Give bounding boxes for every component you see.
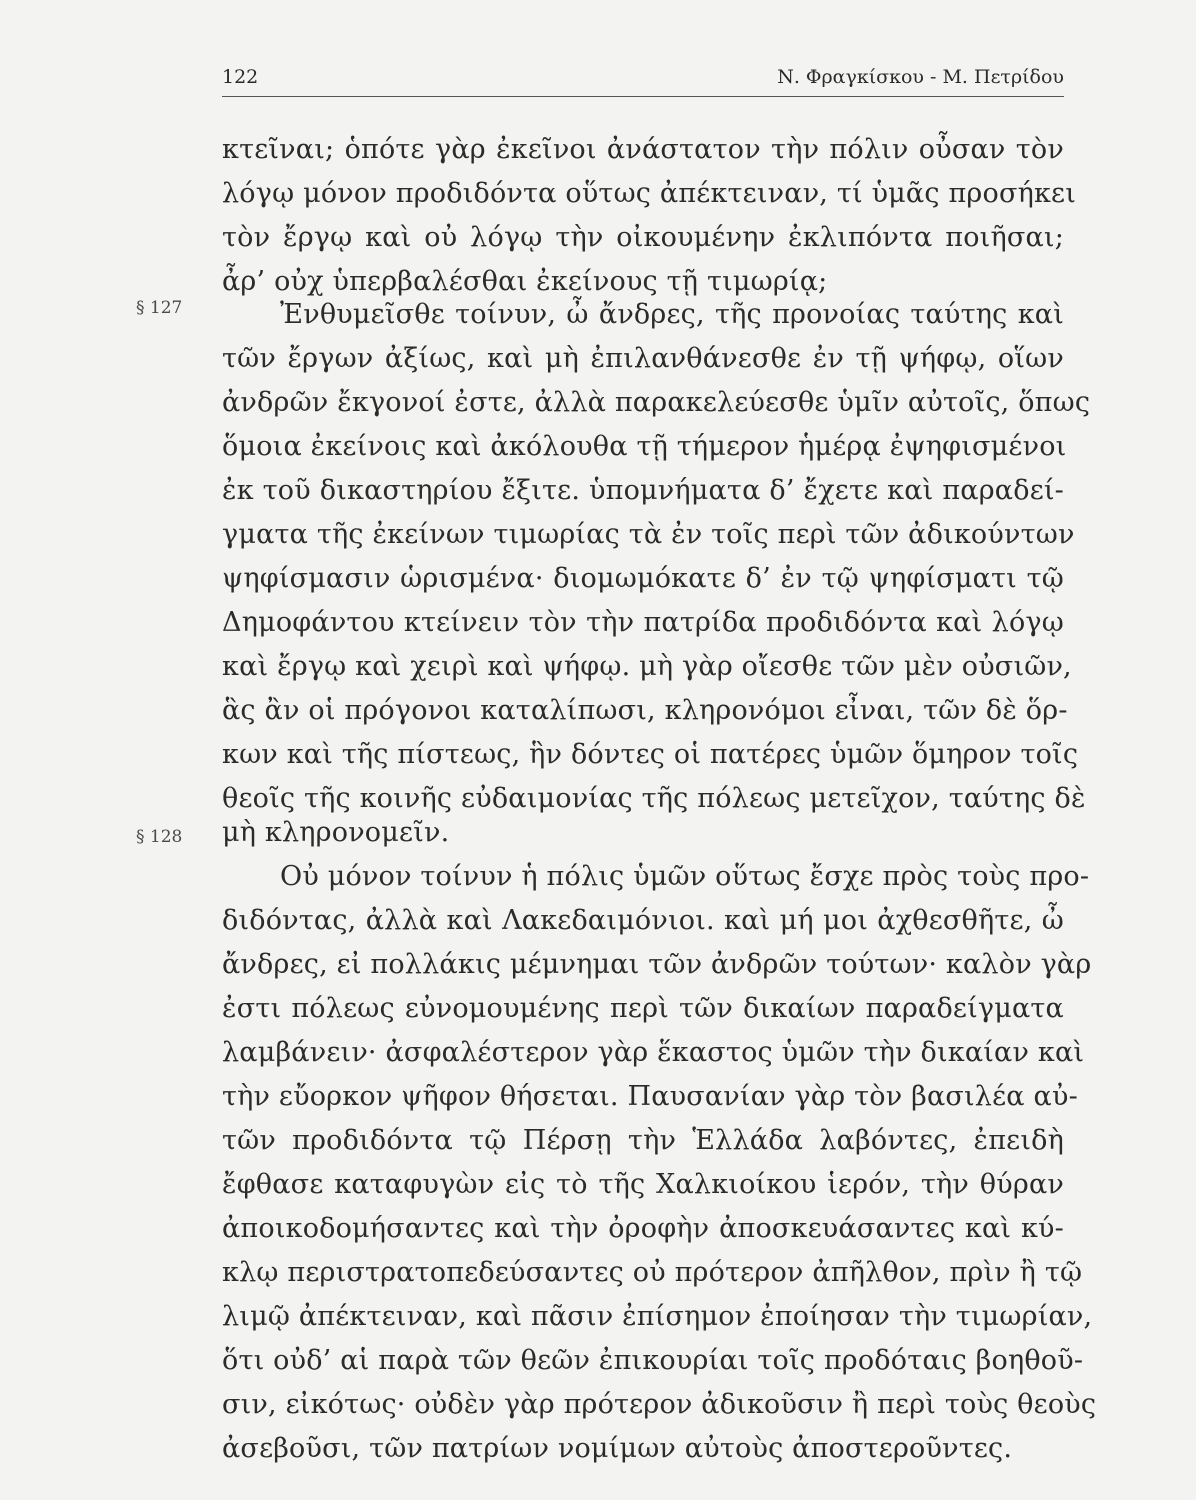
section-marker-128: § 128 bbox=[136, 827, 183, 847]
text-line: λαμβάνειν· ἀσφαλέστερον γὰρ ἕκαστος ὑμῶν τὴν δικαίαν καὶ bbox=[222, 1037, 1085, 1068]
text-line: ἆρ’ οὐχ ὑπερβαλέσθαι ἐκείνους τῇ τιμωρίᾳ; bbox=[222, 266, 828, 297]
text-line: ἀνδρῶν ἔκγονοί ἐστε, ἀλλὰ παρακελεύεσθε ὑμῖν αὐτοῖς, ὅπως bbox=[222, 387, 1091, 418]
page-header bbox=[222, 66, 1064, 97]
text-line: Δημοφάντου κτείνειν τὸν τὴν πατρίδα προδιδόντα καὶ λόγῳ bbox=[222, 607, 1064, 638]
text-line: τὸν ἔργῳ καὶ οὐ λόγῳ τὴν οἰκουμένην ἐκλιπόντα ποιῆσαι; bbox=[222, 222, 1064, 253]
text-line: καὶ ἔργῳ καὶ χειρὶ καὶ ψήφῳ. μὴ γὰρ οἴεσθε τῶν μὲν οὐσιῶν, bbox=[222, 651, 1072, 682]
text-line: θεοῖς τῆς κοινῆς εὐδαιμονίας τῆς πόλεως μετεῖχον, ταύτης δὲ bbox=[222, 783, 1086, 814]
page-number: 122 bbox=[222, 66, 259, 88]
text-line: τῶν προδιδόντα τῷ Πέρσῃ τὴν Ἑλλάδα λαβόντες, ἐπειδὴ bbox=[222, 1125, 1064, 1156]
text-line: ἃς ἂν οἱ πρόγονοι καταλίπωσι, κληρονόμοι εἶναι, τῶν δὲ ὅρ- bbox=[222, 695, 1068, 726]
text-line: γματα τῆς ἐκείνων τιμωρίας τὰ ἐν τοῖς περὶ τῶν ἀδικούντων bbox=[222, 519, 1075, 550]
text-line: διδόντας, ἀλλὰ καὶ Λακεδαιμόνιοι. καὶ μή μοι ἀχθεσθῆτε, ὦ bbox=[222, 905, 1064, 936]
text-line: ἀσεβοῦσι, τῶν πατρίων νομίμων αὐτοὺς ἀποστεροῦντες. bbox=[222, 1433, 1013, 1464]
text-line: ἀποικοδομήσαντες καὶ τὴν ὀροφὴν ἀποσκευάσαντες καὶ κύ- bbox=[222, 1213, 1064, 1244]
section-marker-127: § 127 bbox=[136, 298, 183, 318]
text-line: Ἐνθυμεῖσθε τοίνυν, ὦ ἄνδρες, τῆς προνοίας ταύτης καὶ bbox=[280, 299, 1064, 330]
text-line: ὅμοια ἐκείνοις καὶ ἀκόλουθα τῇ τήμερον ἡμέρᾳ ἐψηφισμένοι bbox=[222, 431, 1067, 462]
text-line: κων καὶ τῆς πίστεως, ἣν δόντες οἱ πατέρες ὑμῶν ὅμηρον τοῖς bbox=[222, 739, 1079, 770]
text-line: μὴ κληρονομεῖν. bbox=[222, 817, 450, 848]
text-line: λόγῳ μόνον προδιδόντα οὕτως ἀπέκτειναν, τί ὑμᾶς προσήκει bbox=[222, 178, 1077, 209]
running-head: Ν. Φραγκίσκου - Μ. Πετρίδου bbox=[777, 66, 1064, 88]
text-line: ἐστι πόλεως εὐνομουμένης περὶ τῶν δικαίων παραδείγματα bbox=[222, 993, 1064, 1024]
text-line: ὅτι οὐδ’ αἱ παρὰ τῶν θεῶν ἐπικουρίαι τοῖς προδόταις βοηθοῦ- bbox=[222, 1345, 1084, 1376]
text-line: ἐκ τοῦ δικαστηρίου ἔξιτε. ὑπομνήματα δ’ ἔχετε καὶ παραδεί- bbox=[222, 475, 1064, 506]
text-line: κτεῖναι; ὁπότε γὰρ ἐκεῖνοι ἀνάστατον τὴν πόλιν οὖσαν τὸν bbox=[222, 134, 1064, 165]
text-line: λιμῷ ἀπέκτειναν, καὶ πᾶσιν ἐπίσημον ἐποίησαν τὴν τιμωρίαν, bbox=[222, 1301, 1093, 1332]
text-line: Οὐ μόνον τοίνυν ἡ πόλις ὑμῶν οὕτως ἔσχε πρὸς τοὺς προ- bbox=[280, 861, 1090, 892]
text-line: ψηφίσμασιν ὡρισμένα· διομωμόκατε δ’ ἐν τῷ ψηφίσματι τῷ bbox=[222, 563, 1064, 594]
text-line: ἔφθασε καταφυγὼν εἰς τὸ τῆς Χαλκιοίκου ἱερόν, τὴν θύραν bbox=[222, 1169, 1064, 1200]
text-line: τῶν ἔργων ἀξίως, καὶ μὴ ἐπιλανθάνεσθε ἐν τῇ ψήφῳ, οἵων bbox=[222, 343, 1064, 374]
text-line: τὴν εὔορκον ψῆφον θήσεται. Παυσανίαν γὰρ τὸν βασιλέα αὐ- bbox=[222, 1081, 1078, 1112]
text-line: κλῳ περιστρατοπεδεύσαντες οὐ πρότερον ἀπῆλθον, πρὶν ἢ τῷ bbox=[222, 1257, 1083, 1288]
text-line: ἄνδρες, εἰ πολλάκις μέμνημαι τῶν ἀνδρῶν τούτων· καλὸν γὰρ bbox=[222, 949, 1092, 980]
text-line: σιν, εἰκότως· οὐδὲν γὰρ πρότερον ἀδικοῦσιν ἢ περὶ τοὺς θεοὺς bbox=[222, 1389, 1097, 1420]
